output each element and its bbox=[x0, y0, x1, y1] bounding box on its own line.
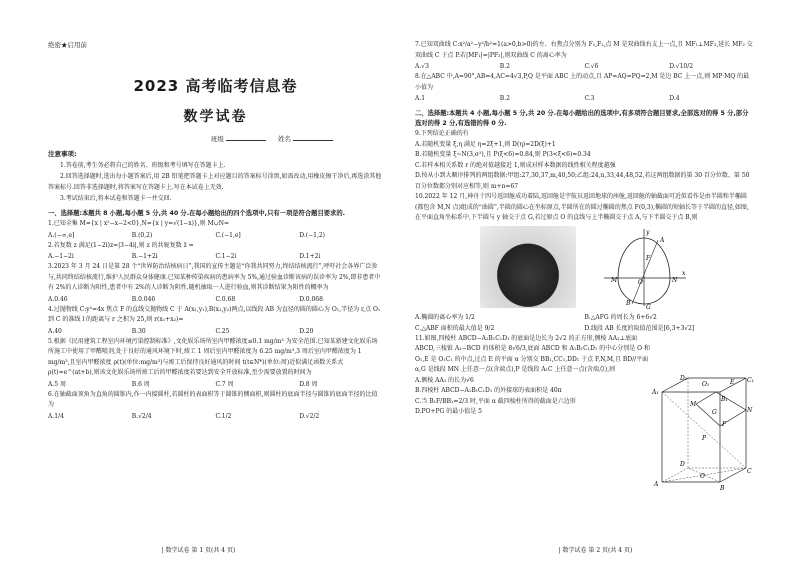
note-item: 3.考试结束后,将本试卷和答题卡一并交回. bbox=[60, 195, 172, 202]
option: A.−1−2i bbox=[48, 253, 74, 260]
option: C.(−1,e] bbox=[215, 231, 241, 239]
label-a: A bbox=[659, 236, 664, 244]
option: C.0.68 bbox=[215, 295, 236, 303]
question-9: 9.下列结论正确的有 bbox=[415, 130, 469, 137]
note-item: 2.回答选择题时,选出每小题答案后,用 2B 铅笔把答题卡上对应题目的答案标号涂黑,如需改动,用橡皮擦干净后,再选涂其他答案标号.回答非选择题时,将答案写在答题卡上.写在本试卷上无效. bbox=[48, 173, 382, 191]
option: D.8 周 bbox=[299, 380, 318, 388]
question-3: 3.2023 年 3 月 24 日是第 28 个“世界防治结核病日”,我国的宣传主题是“你我共同努力,终结结核流行”,呼吁社会各界广泛参与,共同终结结核流行,维护人民群众身体健康.已知某种传染疾病的患病率为 5%,通过验血诊断该病的误诊率为 2%,即非患者中有 2%的人诊断为阳性,患者中有 2%的人诊断为阴性.随机抽取一人进行验血,则其诊断结果为阳性的概率为 bbox=[48, 263, 381, 291]
label-m: M bbox=[690, 400, 697, 408]
class-blank bbox=[226, 140, 266, 141]
label-f: F bbox=[722, 420, 727, 428]
option: A.1 bbox=[415, 95, 426, 102]
option: A.1/4 bbox=[48, 412, 64, 420]
option: B.四棱柱 ABCD−A₁B₁C₁D₁ 的外接球的表面积是 40π bbox=[415, 387, 562, 394]
option: B.30 bbox=[131, 327, 146, 335]
option: C.当 B₁F/BB₁=2/3 时,平面 α 截四棱柱所得的截面是六边形 bbox=[415, 397, 576, 405]
question-5: 5.根据《民用建筑工程室内环境污染控制标准》,文化娱乐场所室内甲醛浓度≤0.1 mg/m³ 为安全范围.已知某新建文化娱乐场所施工中使用了甲醛喷剂,处于良好的通风环境下时,竣工 1 周后室内甲醛浓度为 6.25 mg/m³,3 周后室内甲醛浓度为 1 mg/m³,且室内甲醛浓度 ρ(t)(单位:mg/m³)与竣工后保持良好通风的时间 t(t∈N*)(单位:周)近似满足函数关系式 ρ(t)=e^(at+b),则该文化娱乐场所竣工后的甲醛浓度若要达到安全开放标准,至少需要放置的时间为 bbox=[48, 337, 378, 376]
option: D.1+2i bbox=[299, 253, 321, 260]
label-g: G bbox=[645, 303, 651, 310]
class-label: 班级 bbox=[210, 135, 224, 143]
option: A.侧棱 AA₁ 的长为√6 bbox=[415, 376, 474, 384]
ellipse-diagram bbox=[598, 226, 690, 310]
option: D.√10/2 bbox=[669, 63, 694, 70]
label-n: N bbox=[747, 406, 753, 414]
option: B.2 bbox=[499, 63, 510, 70]
option: A.40 bbox=[48, 327, 62, 335]
option: B.0.046 bbox=[131, 295, 156, 303]
option: A.椭圆的离心率为 1/2 bbox=[415, 313, 475, 321]
question-6-options bbox=[48, 411, 383, 422]
capsule-photo bbox=[480, 226, 576, 308]
question-10-options-row-2 bbox=[415, 323, 754, 334]
question-6: 6.在轴截面顶角为直角的圆锥内,作一内接圆柱,若圆柱的表面积等于圆锥的侧面积,则圆柱的底面半径与圆锥的底面半径的比值为 bbox=[48, 390, 378, 408]
option: B.△AFG 的周长为 6+6√2 bbox=[584, 313, 657, 321]
label-b: B bbox=[720, 484, 725, 492]
label-o: O bbox=[700, 472, 705, 480]
label-x: x bbox=[681, 269, 685, 277]
option: D.线段 AB 长度的取值范围是[6,3+3√2] bbox=[584, 324, 695, 332]
page-1-footer: | 数学试卷 第 1 页(共 4 页) bbox=[161, 547, 236, 554]
question-10-figures bbox=[415, 226, 754, 310]
question-8: 8.在△ABC 中,A=90°,AB=4,AC=4√3,P,Q 是平面 ABC 上的动点,且 AP=AQ=PQ=2,M 是边 BC 上一点,则 MP·MQ 的最小值为 bbox=[415, 73, 750, 91]
option: B.√2/4 bbox=[131, 412, 152, 420]
question-10: 10.2022 年 12 月,神舟十四号返回舱成功着陆,返回舱是宇航员返回地球的座舱,返回舱的轴截面可近似看作是由半圆和半椭圆(都包含 M,N 点)组成的“曲圆”,半圆的圆心在坐标原点,半圆所在的圆过椭圆的焦点 F(0,3),椭圆的短轴长等于半圆的直径,如图,在平面直角坐标系中,下半圆与 y 轴交于点 G,若过原点 O 的直线与上半椭圆交于点 A,与下半圆交于点 B,则 bbox=[415, 193, 749, 221]
secret-mark: 绝密★启用前 bbox=[48, 41, 87, 49]
option: D.(−1,2) bbox=[299, 231, 326, 239]
label-g: G bbox=[712, 408, 717, 416]
exam-subtitle: 数学试卷 bbox=[183, 109, 248, 125]
exam-title: 2023 高考临考信息卷 bbox=[133, 77, 298, 95]
segment-a1c bbox=[662, 392, 746, 468]
option: A.5 周 bbox=[48, 380, 66, 388]
option: C.3 bbox=[584, 95, 595, 102]
question-1: 1.已知全集 M={x | x²−x−2<0},N={x | y=√(1−x)},则 M∪N= bbox=[48, 220, 229, 227]
label-o: O bbox=[637, 278, 643, 286]
name-blank bbox=[293, 140, 333, 141]
label-d1: D₁ bbox=[680, 374, 688, 382]
option: B.−1+2i bbox=[131, 253, 158, 260]
option: C.1−2i bbox=[215, 253, 237, 260]
label-a1: A₁ bbox=[652, 388, 659, 396]
label-p: P bbox=[702, 434, 707, 442]
question-2: 2.若复数 z 满足(1−2i)z=|3−4i|,则 z 的共轭复数 z̄ = bbox=[48, 241, 194, 249]
option: A.(−∞,e] bbox=[48, 231, 75, 239]
option: B.(0,2) bbox=[131, 231, 153, 239]
label-d: D bbox=[680, 460, 685, 468]
label-c: C bbox=[747, 467, 752, 475]
question-4-options bbox=[48, 326, 383, 337]
label-y: y bbox=[645, 228, 649, 236]
section-1-title: 一、选择题:本题共 8 小题,每小题 5 分,共 40 分.在每小题给出的四个选项中,只有一项是符合题目要求的. bbox=[48, 210, 346, 217]
option: A.若随机变量 ξ,η 满足 η=2ξ+1,则 D(η)=2D(ξ)+1 bbox=[415, 140, 556, 148]
label-m: M bbox=[610, 276, 617, 284]
option: C.7 周 bbox=[215, 380, 234, 388]
option: D.PO+PG 的最小值是 5 bbox=[415, 408, 482, 415]
question-1-options bbox=[48, 230, 383, 241]
note-item: 1.答卷前,考生务必将自己的姓名、班级和考号填写在答题卡上. bbox=[60, 162, 226, 169]
question-4: 4.过抛物线 C:y²=4x 焦点 F 的直线交抛物线 C 于 A(x₁,y₁),B(x₂,y₂)两点,以线段 AB 为直径的圆的圆心为 O₁,半径为 r,点 O₁ 到 C 的准线 l 的距离与 r 之积为 25,则 r(x₁+x₂)= bbox=[48, 305, 381, 323]
question-2-options bbox=[48, 251, 383, 262]
option: D.√2/2 bbox=[299, 412, 320, 420]
option: B.2 bbox=[499, 95, 510, 102]
page-2-footer: | 数学试卷 第 2 页(共 4 页) bbox=[558, 547, 633, 554]
label-c1: C₁ bbox=[747, 376, 754, 384]
option: C.若样本相关系数 r 的绝对值越接近 1,则成对样本数据的线性相关程度越强 bbox=[415, 161, 616, 169]
label-e: E bbox=[730, 378, 735, 386]
question-7-options bbox=[415, 61, 754, 72]
question-11-text bbox=[415, 334, 650, 492]
question-11-block bbox=[415, 334, 754, 492]
label-b1: B₁ bbox=[721, 395, 728, 403]
label-f: F bbox=[645, 254, 650, 262]
class-name-line bbox=[48, 134, 343, 143]
section-2-title: 二、选择题:本题共 4 小题,每小题 5 分,共 20 分.在每小题给出的选项中,有多项符合题目要求,全部选对的得 5 分,部分选对的得 2 分,有选错的得 0 分. bbox=[415, 110, 749, 127]
label-n: N bbox=[671, 276, 677, 284]
option: A.√3 bbox=[415, 63, 429, 70]
option: B.若随机变量 ξ~N(3,σ²),且 P(ξ<6)=0.84,则 P(3<ξ<6)=0.34 bbox=[415, 151, 591, 158]
option: B.6 周 bbox=[131, 380, 150, 388]
option: C.△ABF 面积的最大值是 9/2 bbox=[415, 324, 495, 332]
label-a: A bbox=[654, 480, 659, 488]
option: D.4 bbox=[669, 95, 680, 102]
option: C.√6 bbox=[584, 63, 599, 70]
option: D.按从小到大顺序排列的两组数据:甲组:27,30,37,m,40,50;乙组:24,n,33,44,48,52,若这两组数据的第 30 百分位数、第 50 百分位数都分别对应相等,则 m+n=67 bbox=[415, 172, 750, 190]
question-8-options bbox=[415, 93, 754, 104]
question-3-options bbox=[48, 294, 383, 305]
name-label: 姓名 bbox=[278, 135, 291, 143]
question-10-options-row-1 bbox=[415, 312, 754, 323]
label-o1: O₁ bbox=[702, 380, 710, 388]
question-11: 11.如图,四棱柱 ABCD−A₁B₁C₁D₁ 的底面是边长为 2√2 的正方形,侧棱 AA₁⊥底面 ABCD,三棱锥 A₁−BCD 的体积是 8√6/3,底面 ABCD 和 A₁B₁C₁D₁ 的中心分别是 O 和 O₁,E 是 O₁C₁ 的中点,过点 E 的平面 α 分别交 BB₁,CC₁,DD₁ 于点 F,N,M,且 BD//平面 α,G 是线段 MN 上任意一点(含端点),P 是线段 A₁C 上任意一点(含端点),则 bbox=[415, 334, 650, 373]
label-b: B bbox=[625, 299, 630, 307]
option: D.20 bbox=[299, 327, 314, 335]
chord-ab bbox=[632, 240, 658, 304]
option: C.1/2 bbox=[215, 412, 232, 420]
notes-heading: 注意事项: bbox=[48, 150, 77, 158]
prism-diagram bbox=[650, 374, 754, 492]
option: C.25 bbox=[215, 327, 230, 335]
question-5-options bbox=[48, 379, 383, 390]
option: D.0.068 bbox=[299, 295, 323, 303]
edge-ad-hidden bbox=[662, 468, 688, 482]
page-2 bbox=[397, 0, 794, 562]
option: A.0.46 bbox=[48, 295, 68, 303]
question-7: 7.已知双曲线 C:x²/a²−y²/b²=1(a>0,b>0)的左、右焦点分别为 F₁,F₂,点 M 是双曲线右支上一点,且 MF₁⊥MF₂,延长 MF₂ 交双曲线 C 于点 P.若|MF₁|=|PF₂|,则双曲线 C 的离心率为 bbox=[415, 41, 753, 59]
